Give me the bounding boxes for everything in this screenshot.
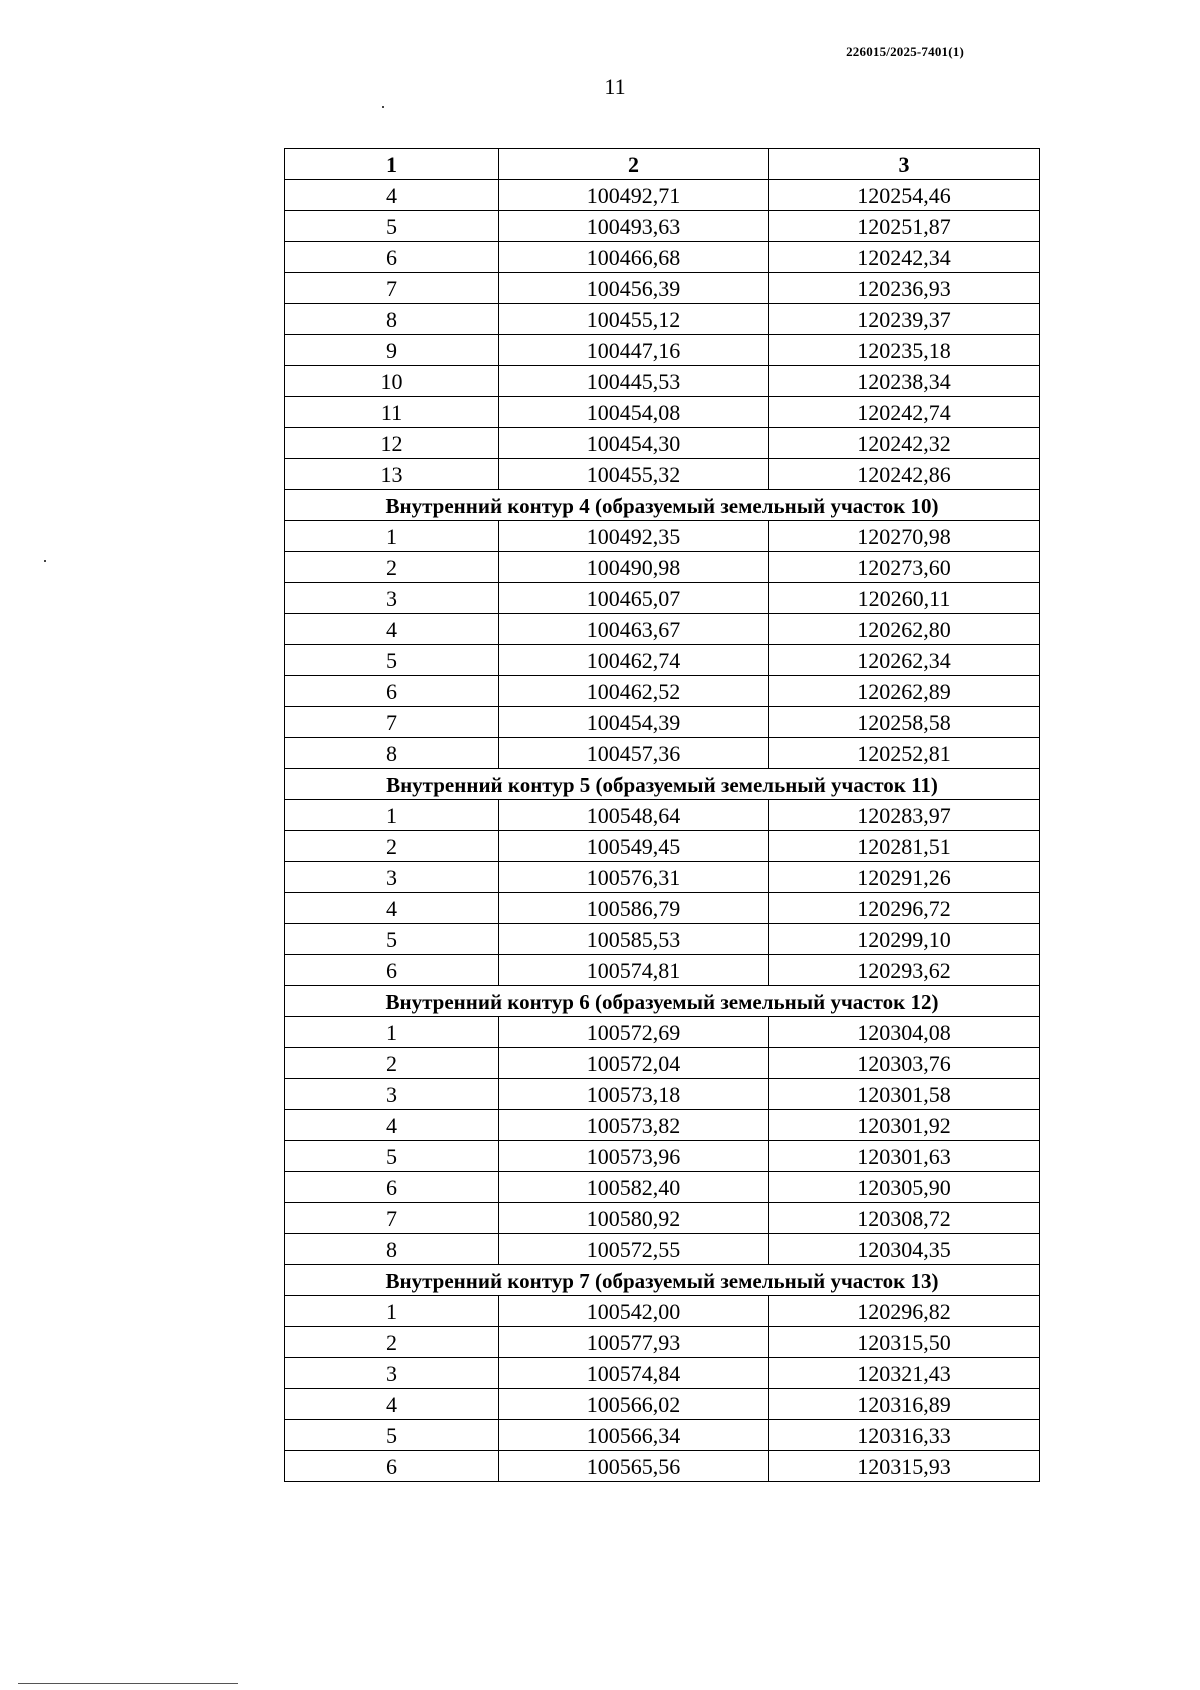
y-coordinate-cell: 120308,72 xyxy=(769,1203,1040,1234)
x-coordinate-cell: 100454,30 xyxy=(499,428,769,459)
point-number-cell: 1 xyxy=(285,800,499,831)
point-number-cell: 6 xyxy=(285,955,499,986)
y-coordinate-cell: 120321,43 xyxy=(769,1358,1040,1389)
point-number-cell: 3 xyxy=(285,862,499,893)
point-number-cell: 7 xyxy=(285,1203,499,1234)
table-row xyxy=(285,1358,1040,1389)
table-row xyxy=(285,924,1040,955)
point-number-cell: 1 xyxy=(285,1017,499,1048)
x-coordinate-cell: 100465,07 xyxy=(499,583,769,614)
point-number-cell: 6 xyxy=(285,1451,499,1482)
x-coordinate-cell: 100566,02 xyxy=(499,1389,769,1420)
point-number-cell: 4 xyxy=(285,1110,499,1141)
point-number-cell: 7 xyxy=(285,273,499,304)
table-row xyxy=(285,1203,1040,1234)
y-coordinate-cell: 120283,97 xyxy=(769,800,1040,831)
section-header-row xyxy=(285,1265,1040,1296)
table-row xyxy=(285,428,1040,459)
point-number-cell: 12 xyxy=(285,428,499,459)
table-row xyxy=(285,800,1040,831)
y-coordinate-cell: 120291,26 xyxy=(769,862,1040,893)
table-row xyxy=(285,1296,1040,1327)
y-coordinate-cell: 120315,50 xyxy=(769,1327,1040,1358)
x-coordinate-cell: 100457,36 xyxy=(499,738,769,769)
table-row xyxy=(285,862,1040,893)
point-number-cell: 10 xyxy=(285,366,499,397)
y-coordinate-cell: 120299,10 xyxy=(769,924,1040,955)
table-row xyxy=(285,1079,1040,1110)
x-coordinate-cell: 100576,31 xyxy=(499,862,769,893)
column-header: 3 xyxy=(769,149,1040,180)
table-row xyxy=(285,242,1040,273)
y-coordinate-cell: 120296,82 xyxy=(769,1296,1040,1327)
x-coordinate-cell: 100574,84 xyxy=(499,1358,769,1389)
y-coordinate-cell: 120293,62 xyxy=(769,955,1040,986)
table-row xyxy=(285,459,1040,490)
footer-rule xyxy=(18,1683,238,1684)
point-number-cell: 8 xyxy=(285,738,499,769)
y-coordinate-cell: 120270,98 xyxy=(769,521,1040,552)
point-number-cell: 7 xyxy=(285,707,499,738)
x-coordinate-cell: 100572,55 xyxy=(499,1234,769,1265)
x-coordinate-cell: 100573,18 xyxy=(499,1079,769,1110)
coordinates-table-body xyxy=(285,149,1040,1482)
y-coordinate-cell: 120262,34 xyxy=(769,645,1040,676)
table-row xyxy=(285,831,1040,862)
y-coordinate-cell: 120254,46 xyxy=(769,180,1040,211)
y-coordinate-cell: 120262,89 xyxy=(769,676,1040,707)
section-title: Внутренний контур 4 (образуемый земельный участок 10) xyxy=(285,490,1040,521)
point-number-cell: 5 xyxy=(285,1420,499,1451)
table-row xyxy=(285,583,1040,614)
x-coordinate-cell: 100462,74 xyxy=(499,645,769,676)
point-number-cell: 5 xyxy=(285,645,499,676)
y-coordinate-cell: 120242,34 xyxy=(769,242,1040,273)
y-coordinate-cell: 120301,58 xyxy=(769,1079,1040,1110)
y-coordinate-cell: 120252,81 xyxy=(769,738,1040,769)
y-coordinate-cell: 120304,08 xyxy=(769,1017,1040,1048)
table-row xyxy=(285,1234,1040,1265)
point-number-cell: 2 xyxy=(285,831,499,862)
y-coordinate-cell: 120260,11 xyxy=(769,583,1040,614)
point-number-cell: 4 xyxy=(285,1389,499,1420)
x-coordinate-cell: 100580,92 xyxy=(499,1203,769,1234)
table-row xyxy=(285,893,1040,924)
table-row xyxy=(285,1141,1040,1172)
point-number-cell: 1 xyxy=(285,1296,499,1327)
x-coordinate-cell: 100490,98 xyxy=(499,552,769,583)
y-coordinate-cell: 120236,93 xyxy=(769,273,1040,304)
table-row xyxy=(285,521,1040,552)
table-row xyxy=(285,397,1040,428)
point-number-cell: 5 xyxy=(285,211,499,242)
x-coordinate-cell: 100466,68 xyxy=(499,242,769,273)
y-coordinate-cell: 120273,60 xyxy=(769,552,1040,583)
y-coordinate-cell: 120251,87 xyxy=(769,211,1040,242)
y-coordinate-cell: 120262,80 xyxy=(769,614,1040,645)
x-coordinate-cell: 100542,00 xyxy=(499,1296,769,1327)
table-row xyxy=(285,1451,1040,1482)
x-coordinate-cell: 100573,82 xyxy=(499,1110,769,1141)
table-row xyxy=(285,366,1040,397)
point-number-cell: 6 xyxy=(285,1172,499,1203)
column-header: 1 xyxy=(285,149,499,180)
x-coordinate-cell: 100493,63 xyxy=(499,211,769,242)
coordinates-table xyxy=(284,148,1040,1482)
table-row xyxy=(285,1389,1040,1420)
y-coordinate-cell: 120238,34 xyxy=(769,366,1040,397)
x-coordinate-cell: 100462,52 xyxy=(499,676,769,707)
table-row xyxy=(285,304,1040,335)
table-row xyxy=(285,738,1040,769)
table-row xyxy=(285,1327,1040,1358)
table-row xyxy=(285,552,1040,583)
x-coordinate-cell: 100454,08 xyxy=(499,397,769,428)
table-header-row xyxy=(285,149,1040,180)
point-number-cell: 2 xyxy=(285,552,499,583)
scan-speck xyxy=(382,106,384,108)
point-number-cell: 4 xyxy=(285,180,499,211)
table-row xyxy=(285,707,1040,738)
x-coordinate-cell: 100585,53 xyxy=(499,924,769,955)
y-coordinate-cell: 120242,86 xyxy=(769,459,1040,490)
y-coordinate-cell: 120315,93 xyxy=(769,1451,1040,1482)
table-row xyxy=(285,676,1040,707)
x-coordinate-cell: 100582,40 xyxy=(499,1172,769,1203)
section-header-row xyxy=(285,490,1040,521)
table-row xyxy=(285,645,1040,676)
point-number-cell: 2 xyxy=(285,1327,499,1358)
section-header-row xyxy=(285,986,1040,1017)
y-coordinate-cell: 120301,63 xyxy=(769,1141,1040,1172)
x-coordinate-cell: 100566,34 xyxy=(499,1420,769,1451)
point-number-cell: 13 xyxy=(285,459,499,490)
x-coordinate-cell: 100455,12 xyxy=(499,304,769,335)
y-coordinate-cell: 120303,76 xyxy=(769,1048,1040,1079)
document-number: 226015/2025-7401(1) xyxy=(846,44,964,59)
y-coordinate-cell: 120235,18 xyxy=(769,335,1040,366)
point-number-cell: 1 xyxy=(285,521,499,552)
x-coordinate-cell: 100586,79 xyxy=(499,893,769,924)
x-coordinate-cell: 100548,64 xyxy=(499,800,769,831)
x-coordinate-cell: 100565,56 xyxy=(499,1451,769,1482)
x-coordinate-cell: 100572,69 xyxy=(499,1017,769,1048)
column-header: 2 xyxy=(499,149,769,180)
x-coordinate-cell: 100577,93 xyxy=(499,1327,769,1358)
x-coordinate-cell: 100549,45 xyxy=(499,831,769,862)
y-coordinate-cell: 120258,58 xyxy=(769,707,1040,738)
table-row xyxy=(285,1172,1040,1203)
y-coordinate-cell: 120242,32 xyxy=(769,428,1040,459)
point-number-cell: 6 xyxy=(285,242,499,273)
table-row xyxy=(285,1017,1040,1048)
y-coordinate-cell: 120316,89 xyxy=(769,1389,1040,1420)
table-row xyxy=(285,614,1040,645)
y-coordinate-cell: 120305,90 xyxy=(769,1172,1040,1203)
point-number-cell: 3 xyxy=(285,1079,499,1110)
table-row xyxy=(285,273,1040,304)
table-row xyxy=(285,955,1040,986)
point-number-cell: 4 xyxy=(285,893,499,924)
point-number-cell: 5 xyxy=(285,924,499,955)
table-row xyxy=(285,180,1040,211)
page-number: 11 xyxy=(604,74,626,99)
point-number-cell: 2 xyxy=(285,1048,499,1079)
table-row xyxy=(285,1110,1040,1141)
point-number-cell: 4 xyxy=(285,614,499,645)
point-number-cell: 6 xyxy=(285,676,499,707)
point-number-cell: 3 xyxy=(285,583,499,614)
x-coordinate-cell: 100574,81 xyxy=(499,955,769,986)
x-coordinate-cell: 100445,53 xyxy=(499,366,769,397)
x-coordinate-cell: 100492,35 xyxy=(499,521,769,552)
x-coordinate-cell: 100447,16 xyxy=(499,335,769,366)
point-number-cell: 8 xyxy=(285,1234,499,1265)
x-coordinate-cell: 100463,67 xyxy=(499,614,769,645)
x-coordinate-cell: 100454,39 xyxy=(499,707,769,738)
section-title: Внутренний контур 6 (образуемый земельный участок 12) xyxy=(285,986,1040,1017)
point-number-cell: 9 xyxy=(285,335,499,366)
table-row xyxy=(285,335,1040,366)
point-number-cell: 8 xyxy=(285,304,499,335)
point-number-cell: 3 xyxy=(285,1358,499,1389)
x-coordinate-cell: 100573,96 xyxy=(499,1141,769,1172)
x-coordinate-cell: 100455,32 xyxy=(499,459,769,490)
x-coordinate-cell: 100456,39 xyxy=(499,273,769,304)
table-row xyxy=(285,1420,1040,1451)
x-coordinate-cell: 100572,04 xyxy=(499,1048,769,1079)
y-coordinate-cell: 120281,51 xyxy=(769,831,1040,862)
table-row xyxy=(285,1048,1040,1079)
section-title: Внутренний контур 5 (образуемый земельный участок 11) xyxy=(285,769,1040,800)
point-number-cell: 5 xyxy=(285,1141,499,1172)
y-coordinate-cell: 120239,37 xyxy=(769,304,1040,335)
section-header-row xyxy=(285,769,1040,800)
y-coordinate-cell: 120296,72 xyxy=(769,893,1040,924)
y-coordinate-cell: 120304,35 xyxy=(769,1234,1040,1265)
scan-speck xyxy=(44,560,46,562)
y-coordinate-cell: 120316,33 xyxy=(769,1420,1040,1451)
x-coordinate-cell: 100492,71 xyxy=(499,180,769,211)
table-row xyxy=(285,211,1040,242)
section-title: Внутренний контур 7 (образуемый земельный участок 13) xyxy=(285,1265,1040,1296)
point-number-cell: 11 xyxy=(285,397,499,428)
y-coordinate-cell: 120242,74 xyxy=(769,397,1040,428)
y-coordinate-cell: 120301,92 xyxy=(769,1110,1040,1141)
